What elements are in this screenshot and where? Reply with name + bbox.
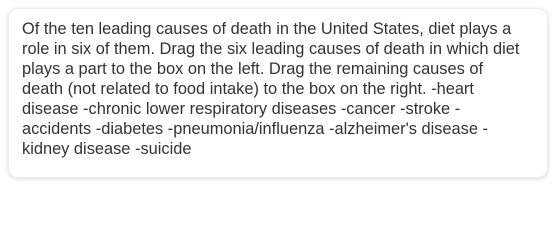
- question-card: [8, 8, 548, 178]
- question-text: Of the ten leading causes of death in the United States, diet plays a role in six of them. Drag the six leading causes of death in which diet plays a part to the box on the left. Drag the remaining causes of death (not related to food intake) to the box on the right. -heart disease -chronic lower respiratory diseases -cancer -stroke -accidents -diabetes -pneumonia/influenza -alzheimer's disease -kidney disease -suicide: [22, 20, 520, 158]
